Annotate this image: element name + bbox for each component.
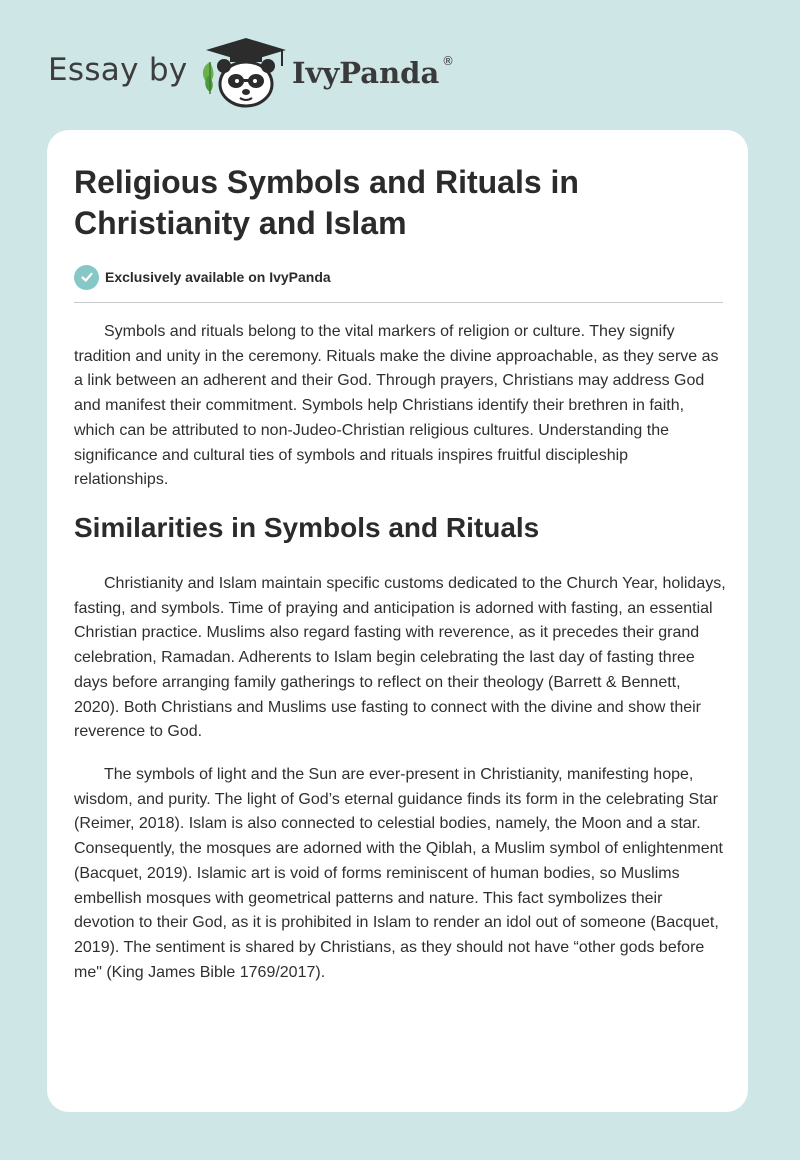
exclusive-badge	[74, 264, 331, 290]
check-icon	[74, 265, 99, 290]
section-heading: Similarities in Symbols and Rituals	[74, 512, 540, 543]
brand-name[interactable]: IvyPanda	[292, 56, 440, 90]
site-header	[0, 0, 800, 120]
paragraph-intro: Symbols and rituals belong to the vital markers of religion or culture. They signify tradition and unity in the ceremony. Rituals make the divine approachable, as they serve as a link between an adherent and their God. Through prayers, Christians may address God and manifest their commitment. Symbols help Christians identify their brethren in faith, which can be attributed to non-Judeo-Christian religious cultures. Understanding the significance and cultural ties of symbols and rituals inspires fruitful discipleship relationships.	[74, 323, 719, 489]
divider	[74, 302, 723, 303]
paragraph-fasting: Christianity and Islam maintain specific customs dedicated to the Church Year, holidays, fasting, and symbols. Time of praying and anticipation is adorned with fasting, an essential Christian practice. Muslims also regard fasting with reverence, as it precedes their grand celebration, Ramadan. Adherents to Islam begin celebrating the last day of fasting three days before arranging family gatherings to reflect on their theology (Barrett & Bennett, 2020). Both Christians and Muslims use fasting to connect with the divine and show their reverence to God.	[74, 575, 726, 741]
panda-logo-icon[interactable]	[198, 36, 290, 110]
essay-card	[47, 130, 748, 1112]
essay-by-label: Essay by	[48, 52, 188, 88]
registered-mark: ®	[442, 54, 454, 68]
exclusive-badge-label: Exclusively available on IvyPanda	[105, 269, 331, 285]
page-title: Religious Symbols and Rituals in Christianity and Islam	[74, 164, 579, 241]
paragraph-symbols: The symbols of light and the Sun are ever-present in Christianity, manifesting hope, wisdom, and purity. The light of God’s eternal guidance finds its form in the celebrating Star (Reimer, 2018). Islam is also connected to celestial bodies, namely, the Moon and a star. Consequently, the mosques are adorned with the Qiblah, a Muslim symbol of enlightenment (Bacquet, 2019). Islamic art is void of forms reminiscent of human bodies, so Muslims embellish mosques with geometrical patterns and nature. This fact symbolizes their devotion to their God, as it is prohibited in Islam to render an idol out of someone (Bacquet, 2019). The sentiment is shared by Christians, as they should not have “other gods before me" (King James Bible 1769/2017).	[74, 766, 723, 981]
